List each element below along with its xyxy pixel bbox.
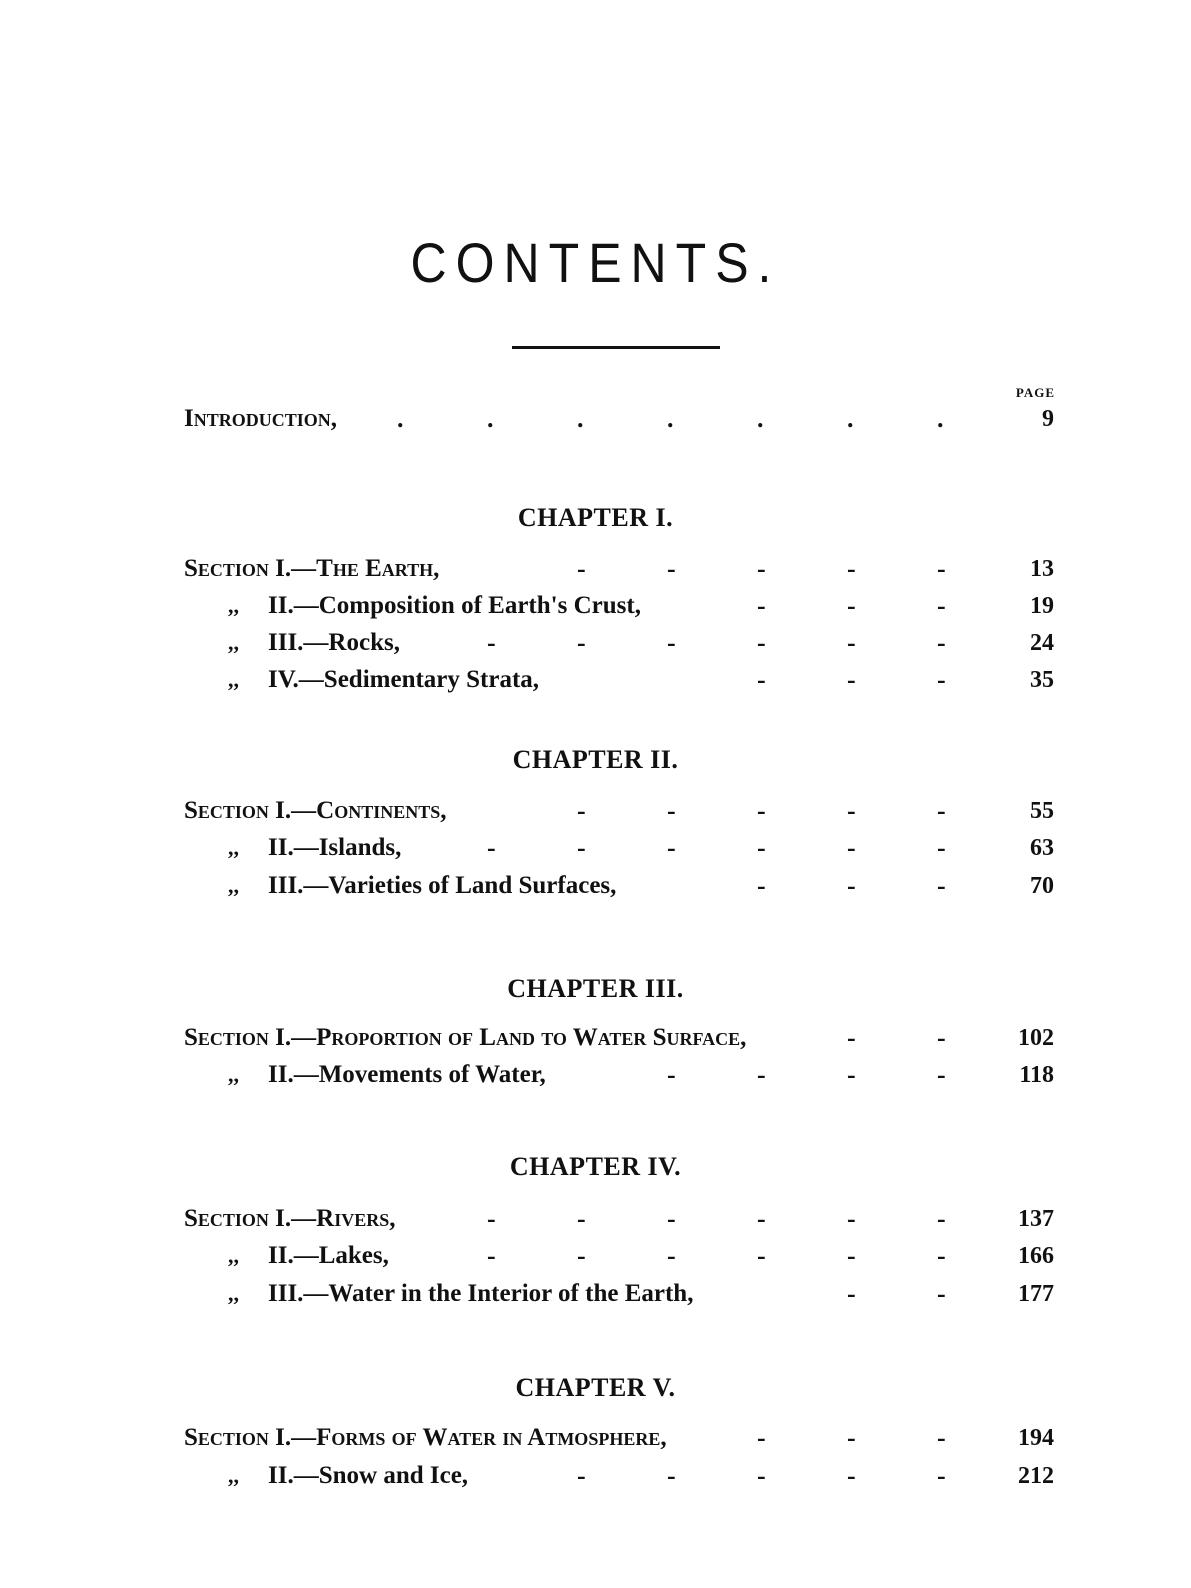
toc-entry-label: II.—Islands, bbox=[268, 834, 402, 861]
toc-page-number: 70 bbox=[1030, 873, 1054, 899]
toc-entry[interactable] bbox=[184, 866, 1054, 906]
toc-entry[interactable] bbox=[184, 1274, 1054, 1314]
chapter-heading: CHAPTER V. bbox=[515, 1373, 676, 1402]
toc-page-number: 137 bbox=[1018, 1206, 1054, 1232]
toc-entry-label: Section I.—The Earth, bbox=[184, 555, 440, 582]
leader-dot: - bbox=[577, 1204, 586, 1233]
leader-dot: - bbox=[757, 1241, 766, 1270]
leader-dot: - bbox=[667, 1241, 676, 1270]
leader-dot: - bbox=[937, 1461, 946, 1490]
leader-dot: - bbox=[847, 665, 856, 694]
toc-entry[interactable] bbox=[184, 791, 1054, 831]
leader-dot: - bbox=[847, 554, 856, 583]
leader-dot: - bbox=[847, 796, 856, 825]
toc-page-number: 63 bbox=[1030, 835, 1054, 861]
leader-dot: - bbox=[937, 871, 946, 900]
toc-entry-label: II.—Movements of Water, bbox=[268, 1061, 546, 1088]
leader-dot: - bbox=[577, 1461, 586, 1490]
leader-dot: - bbox=[937, 1060, 946, 1089]
leader-dot: . bbox=[397, 404, 404, 433]
leader-dot: - bbox=[847, 1023, 856, 1052]
toc-entry[interactable] bbox=[184, 660, 1054, 700]
leader-dot: - bbox=[937, 1241, 946, 1270]
leader-dot: - bbox=[937, 665, 946, 694]
toc-page-number: 13 bbox=[1030, 556, 1054, 582]
toc-entry-introduction[interactable] bbox=[184, 399, 1054, 439]
leader-dot: . bbox=[667, 404, 674, 433]
leader-dot: - bbox=[847, 1204, 856, 1233]
toc-entry-label: II.—Snow and Ice, bbox=[268, 1462, 469, 1489]
toc-entry[interactable] bbox=[184, 586, 1054, 626]
ditto-mark: ,, bbox=[228, 1463, 239, 1488]
leader-dot: - bbox=[847, 1279, 856, 1308]
leader-dot: - bbox=[577, 833, 586, 862]
leader-dot: - bbox=[847, 628, 856, 657]
leader-dot: - bbox=[757, 665, 766, 694]
leader-dot: - bbox=[487, 833, 496, 862]
toc-entry[interactable] bbox=[184, 1456, 1054, 1496]
toc-page-number: 19 bbox=[1030, 593, 1054, 619]
toc-entry-label: II.—Composition of Earth's Crust, bbox=[268, 592, 641, 619]
title-rule bbox=[512, 346, 720, 349]
leader-dot: - bbox=[937, 1023, 946, 1052]
leader-dot: - bbox=[847, 1060, 856, 1089]
ditto-mark: ,, bbox=[228, 593, 239, 618]
leader-dot: . bbox=[577, 404, 584, 433]
leader-dot: - bbox=[757, 1060, 766, 1089]
toc-page-number: 24 bbox=[1030, 630, 1054, 656]
leader-dot: - bbox=[937, 1204, 946, 1233]
ditto-mark: ,, bbox=[228, 1281, 239, 1306]
leader-dot: - bbox=[847, 833, 856, 862]
ditto-mark: ,, bbox=[228, 1243, 239, 1268]
leader-dot: - bbox=[757, 1461, 766, 1490]
leader-dot: - bbox=[577, 554, 586, 583]
leader-dot: - bbox=[667, 554, 676, 583]
leader-dot: - bbox=[847, 1241, 856, 1270]
toc-entry-label: Section I.—Continents, bbox=[184, 797, 447, 824]
toc-entry[interactable] bbox=[184, 828, 1054, 868]
toc-entry-label: Section I.—Rivers, bbox=[184, 1205, 396, 1232]
toc-page-number: 166 bbox=[1018, 1243, 1054, 1269]
leader-dot: - bbox=[937, 1423, 946, 1452]
toc-entry[interactable] bbox=[184, 1018, 1054, 1058]
ditto-mark: ,, bbox=[228, 1062, 239, 1087]
leader-dot: - bbox=[667, 1461, 676, 1490]
toc-page-number: 55 bbox=[1030, 798, 1054, 824]
chapter-heading: CHAPTER II. bbox=[512, 745, 679, 774]
leader-dot: - bbox=[847, 591, 856, 620]
leader-dot: - bbox=[847, 1423, 856, 1452]
leader-dot: - bbox=[847, 1461, 856, 1490]
ditto-mark: ,, bbox=[228, 873, 239, 898]
leader-dot: - bbox=[757, 871, 766, 900]
chapter-heading: CHAPTER I. bbox=[517, 503, 674, 532]
toc-entry-label: III.—Rocks, bbox=[268, 629, 400, 656]
ditto-mark: ,, bbox=[228, 835, 239, 860]
leader-dot: - bbox=[937, 591, 946, 620]
ditto-mark: ,, bbox=[228, 630, 239, 655]
leader-dot: - bbox=[667, 796, 676, 825]
toc-page-number: 212 bbox=[1018, 1463, 1054, 1489]
leader-dot: - bbox=[577, 796, 586, 825]
toc-page-number: 118 bbox=[1019, 1062, 1054, 1088]
leader-dot: - bbox=[757, 1204, 766, 1233]
chapter-heading: CHAPTER IV. bbox=[509, 1152, 682, 1181]
leader-dot: - bbox=[487, 1204, 496, 1233]
leader-dot: - bbox=[847, 871, 856, 900]
toc-entry-label: IV.—Sedimentary Strata, bbox=[268, 666, 540, 693]
toc-entry[interactable] bbox=[184, 1055, 1054, 1095]
leader-dot: - bbox=[757, 591, 766, 620]
toc-page-number: 194 bbox=[1018, 1425, 1054, 1451]
leader-dot: - bbox=[577, 1241, 586, 1270]
leader-dot: . bbox=[757, 404, 764, 433]
leader-dot: - bbox=[757, 554, 766, 583]
leader-dot: - bbox=[667, 1060, 676, 1089]
leader-dot: - bbox=[937, 628, 946, 657]
leader-dot: - bbox=[667, 833, 676, 862]
toc-entry[interactable] bbox=[184, 1199, 1054, 1239]
leader-dot: - bbox=[757, 1423, 766, 1452]
toc-page-number: 35 bbox=[1030, 667, 1054, 693]
toc-entry-label: III.—Varieties of Land Surfaces, bbox=[268, 872, 617, 899]
toc-entry[interactable] bbox=[184, 623, 1054, 663]
leader-dot: . bbox=[937, 404, 944, 433]
leader-dot: . bbox=[847, 404, 854, 433]
leader-dot: - bbox=[487, 628, 496, 657]
leader-dot: - bbox=[487, 1241, 496, 1270]
leader-dot: - bbox=[937, 1279, 946, 1308]
chapter-heading: CHAPTER III. bbox=[507, 974, 684, 1003]
page-column-header: PAGE bbox=[1015, 385, 1055, 400]
toc-page-number: 102 bbox=[1018, 1025, 1054, 1051]
leader-dot: - bbox=[937, 554, 946, 583]
page-title: CONTENTS. bbox=[410, 231, 781, 295]
leader-dot: - bbox=[757, 833, 766, 862]
leader-dot: . bbox=[487, 404, 494, 433]
toc-entry[interactable] bbox=[184, 549, 1054, 589]
toc-entry-label: Section I.—Forms of Water in Atmosphere, bbox=[184, 1424, 667, 1451]
leader-dot: - bbox=[577, 628, 586, 657]
leader-dot: - bbox=[667, 628, 676, 657]
toc-entry-label: II.—Lakes, bbox=[268, 1242, 389, 1269]
leader-dot: - bbox=[757, 628, 766, 657]
toc-entry[interactable] bbox=[184, 1236, 1054, 1276]
toc-entry-label: Section I.—Proportion of Land to Water Surface, bbox=[184, 1024, 747, 1051]
toc-page-number: 177 bbox=[1018, 1281, 1054, 1307]
leader-dot: - bbox=[937, 796, 946, 825]
leader-dot: - bbox=[937, 833, 946, 862]
toc-page-number: 9 bbox=[1042, 406, 1054, 432]
ditto-mark: ,, bbox=[228, 667, 239, 692]
toc-entry[interactable] bbox=[184, 1418, 1054, 1458]
leader-dot: - bbox=[757, 796, 766, 825]
leader-dot: - bbox=[667, 1204, 676, 1233]
toc-entry-label: III.—Water in the Interior of the Earth, bbox=[268, 1280, 694, 1307]
toc-entry-label: Introduction, bbox=[184, 405, 337, 432]
